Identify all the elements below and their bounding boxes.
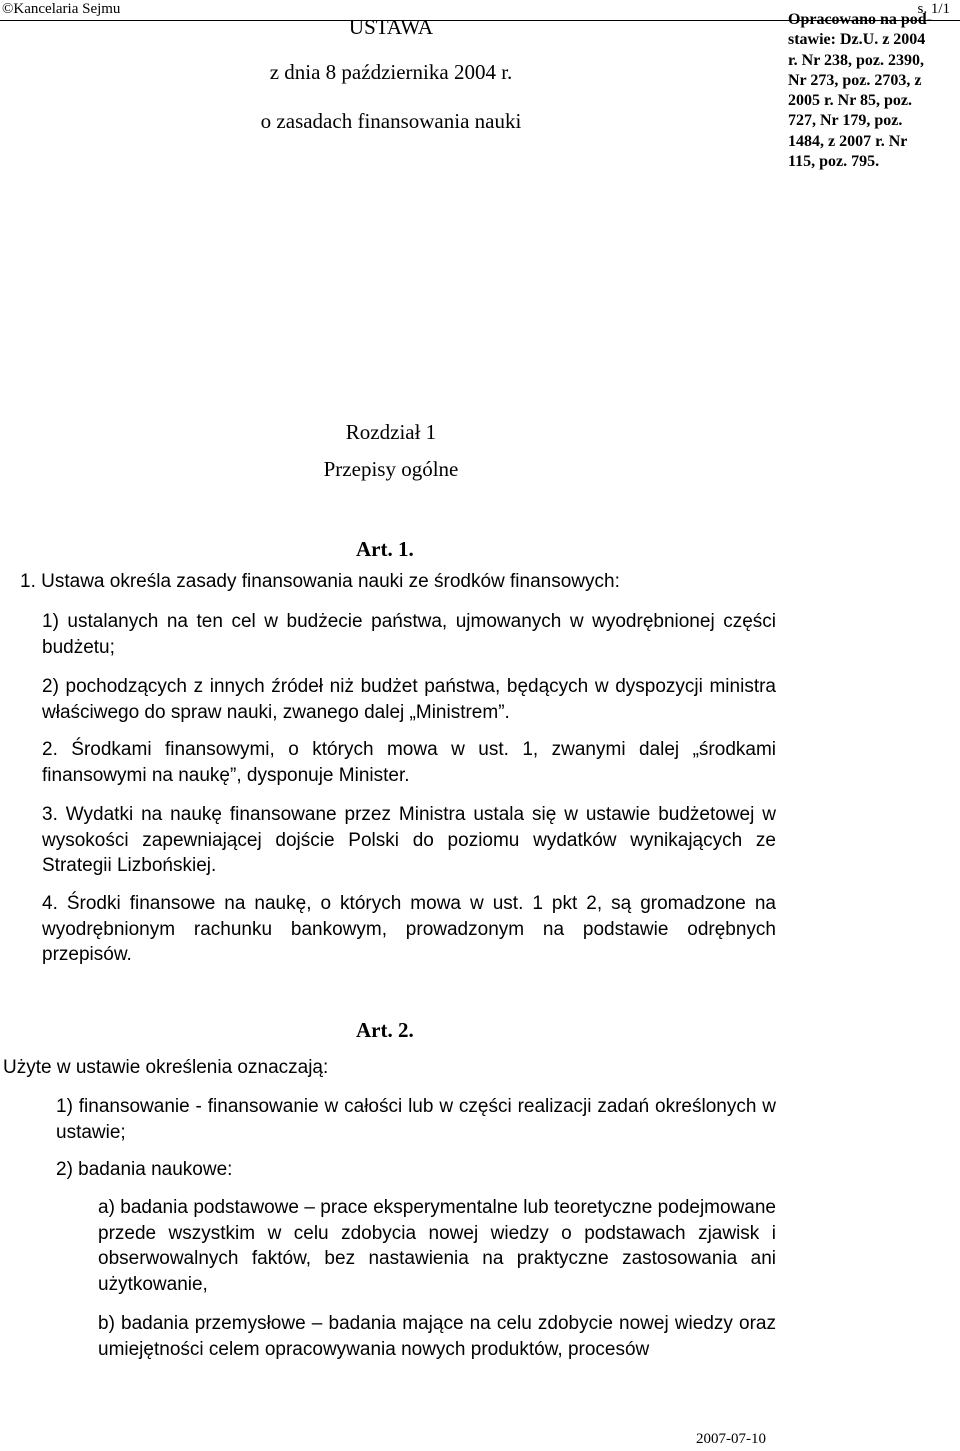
header-page-number: s. 1/1	[917, 1, 950, 17]
art1-paragraph-4: 4. Środki finansowe na naukę, o których mowa w ust. 1 pkt 2, są gromadzone na wyodrębnionym rachunku bankowym, prowadzonym na podstawie odrębnych przepisów.	[42, 893, 776, 965]
art2-item-2b: b) badania przemysłowe – badania mające na celu zdobycie nowej wiedzy oraz umiejętności celem opracowywania nowych produktów, procesów	[98, 1313, 776, 1360]
chapter-number: Rozdział 1	[345, 420, 437, 444]
art2-item-2: 2) badania naukowe:	[56, 1159, 233, 1180]
act-title: o zasadach finansowania nauki	[260, 109, 522, 133]
art1-paragraph-2: 2. Środkami finansowymi, o których mowa w ust. 1, zwanymi dalej „środkami finansowymi na naukę”, dysponuje Minister.	[42, 739, 776, 786]
header-publisher: ©Kancelaria Sejmu	[2, 1, 121, 17]
art2-item-2a: a) badania podstawowe – prace eksperymentalne lub teoretyczne podejmowane przede wszystkim w celu zdobycia nowej wiedzy o podstawach zjawisk i obserwowalnych faktów, bez nastawienia na praktyczne zastosowania ani użytkowanie,	[98, 1197, 776, 1295]
art1-paragraph-1: 1. Ustawa określa zasady finansowania nauki ze środków finansowych:	[20, 571, 620, 592]
art1-point-2: 2) pochodzących z innych źródeł niż budżet państwa, będących w dyspozycji ministra właściwego do spraw nauki, zwanego dalej „Ministrem”.	[42, 676, 776, 723]
art2-intro: Użyte w ustawie określenia oznaczają:	[3, 1057, 329, 1078]
chapter-name: Przepisy ogólne	[323, 457, 459, 481]
article-2-heading: Art. 2.	[356, 1018, 414, 1042]
footer-date: 2007-07-10	[696, 1431, 766, 1447]
act-type: USTAWA	[348, 15, 434, 39]
art1-paragraph-3: 3. Wydatki na naukę finansowane przez Ministra ustala się w ustawie budżetowej w wysokości zapewniającej dojście Polski do poziomu wydatków wynikających ze Strategii Lizbońskiej.	[42, 804, 776, 876]
article-1-heading: Art. 1.	[356, 537, 414, 561]
art2-item-1: 1) finansowanie - finansowanie w całości lub w części realizacji zadań określonych w ustawie;	[56, 1096, 776, 1143]
art1-point-1: 1) ustalanych na ten cel w budżecie państwa, ujmowanych w wyodrębnionej części budżetu;	[42, 611, 776, 658]
act-date: z dnia 8 października 2004 r.	[269, 60, 513, 84]
